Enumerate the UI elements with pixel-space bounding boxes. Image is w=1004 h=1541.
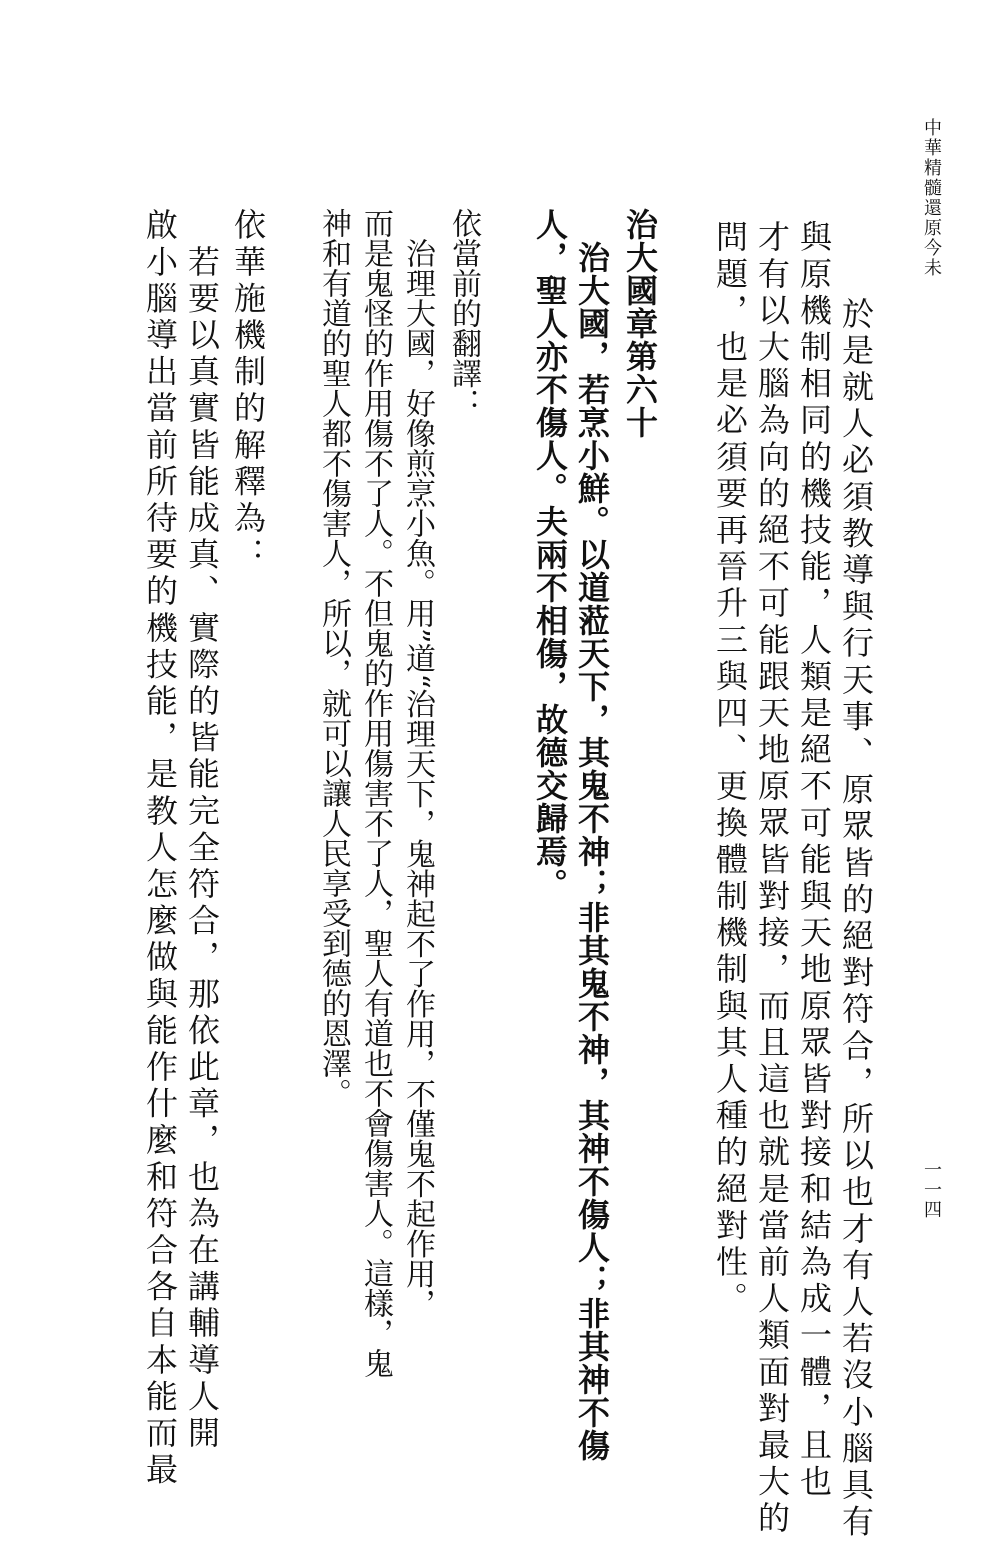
- chapter-title: 治大國章第六十: [621, 208, 659, 439]
- chapter-text-line: 治大國，若烹小鮮。以道蒞天下，其鬼不神；非其鬼不神，其神不傷人；非其神不傷: [573, 208, 611, 1462]
- page-number: 一一四: [921, 1160, 942, 1220]
- book-title: 中華精髓還原今未: [921, 118, 942, 278]
- current-translation-line: 治理大國，好像煎烹小魚。用”道“治理天下，鬼神起不了作用，不僅鬼不起作用，: [400, 208, 435, 1319]
- huashi-line: 若要以真實皆能成真、實際的皆能完全符合，那依此章，也為在講輔導人開: [183, 208, 221, 1453]
- paragraph-line: 問題，也是必須要再晉升三與四、更換體制機制與其人種的絕對性。: [711, 220, 749, 1318]
- paragraph-line: 於是就人必須教導與行天事、原眾皆的絕對符合，所以也才有人若沒小腦具有: [837, 260, 875, 1541]
- paragraph-line: 與原機制相同的機技能，人類是絕不可能與天地原眾皆對接和結為成一體，且也: [795, 220, 833, 1501]
- huashi-heading: 依華施機制的解釋為：: [229, 208, 267, 574]
- current-translation-line: 而是鬼怪的作用傷不了人。不但鬼的作用傷害不了人，聖人有道也不會傷害人。這樣，鬼: [358, 208, 393, 1378]
- chapter-text-line: 人，聖人亦不傷人。夫兩不相傷，故德交歸焉。: [531, 208, 569, 901]
- huashi-line: 啟小腦導出當前所待要的機技能，是教人怎麼做與能作什麼和符合各自本能而最: [141, 208, 179, 1489]
- current-translation-line: 神和有道的聖人都不傷害人，所以，就可以讓人民享受到德的恩澤。: [316, 208, 351, 1108]
- paragraph-line: 才有以大腦為向的絕不可能跟天地原眾皆對接，而且這也就是當前人類面對最大的: [753, 220, 791, 1538]
- current-translation-heading: 依當前的翻譯：: [446, 208, 481, 418]
